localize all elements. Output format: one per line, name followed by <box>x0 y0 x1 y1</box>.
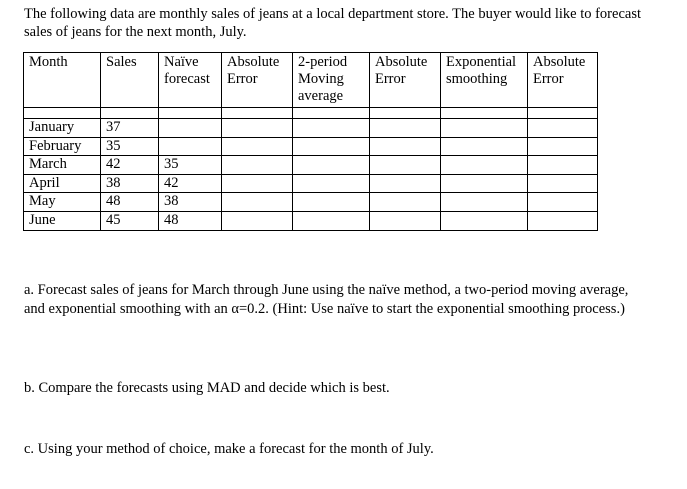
naive-cell: 35 <box>159 156 222 175</box>
table-header-row <box>24 53 598 108</box>
sales-cell: 45 <box>101 211 159 230</box>
empty-cell <box>441 137 528 156</box>
header-month: Month <box>24 53 101 108</box>
header-absolute-error-1: Absolute Error <box>222 53 293 108</box>
naive-cell <box>159 137 222 156</box>
empty-cell <box>441 174 528 193</box>
month-cell: June <box>24 211 101 230</box>
naive-cell: 48 <box>159 211 222 230</box>
month-cell: January <box>24 119 101 138</box>
sales-cell: 37 <box>101 119 159 138</box>
naive-cell: 38 <box>159 193 222 212</box>
empty-cell <box>528 119 598 138</box>
header-moving-average: 2-period Moving average <box>293 53 370 108</box>
empty-cell <box>222 174 293 193</box>
spacer-cell <box>293 108 370 119</box>
empty-cell <box>370 156 441 175</box>
header-absolute-error-2: Absolute Error <box>370 53 441 108</box>
empty-cell <box>222 156 293 175</box>
empty-cell <box>293 174 370 193</box>
question-b: b. Compare the forecasts using MAD and decide which is best. <box>24 380 390 396</box>
empty-cell <box>293 193 370 212</box>
header-exponential-smoothing: Exponential smoothing <box>441 53 528 108</box>
spacer-cell <box>159 108 222 119</box>
question-a: a. Forecast sales of jeans for March through June using the naïve method, a two-period moving average, and exponential smoothing with an α=0.2. (Hint: Use naïve to start the exponential smoothing process.) <box>24 282 629 317</box>
naive-cell <box>159 119 222 138</box>
empty-cell <box>293 137 370 156</box>
empty-cell <box>441 193 528 212</box>
empty-cell <box>370 211 441 230</box>
table-row <box>24 156 598 175</box>
spacer-cell <box>528 108 598 119</box>
table-row <box>24 193 598 212</box>
empty-cell <box>293 211 370 230</box>
month-cell: April <box>24 174 101 193</box>
empty-cell <box>293 119 370 138</box>
table-row <box>24 137 598 156</box>
header-absolute-error-3: Absolute Error <box>528 53 598 108</box>
naive-cell: 42 <box>159 174 222 193</box>
table-row <box>24 211 598 230</box>
empty-cell <box>370 193 441 212</box>
header-naive-forecast: Naïve forecast <box>159 53 222 108</box>
header-sales: Sales <box>101 53 159 108</box>
sales-table <box>23 52 598 231</box>
sales-cell: 35 <box>101 137 159 156</box>
empty-cell <box>528 211 598 230</box>
intro-paragraph: The following data are monthly sales of jeans at a local department store. The buyer would like to forecast sales of jeans for the next month, July. <box>24 6 641 40</box>
empty-cell <box>441 119 528 138</box>
spacer-cell <box>441 108 528 119</box>
sales-cell: 48 <box>101 193 159 212</box>
month-cell: March <box>24 156 101 175</box>
empty-cell <box>222 119 293 138</box>
sales-cell: 42 <box>101 156 159 175</box>
empty-cell <box>441 211 528 230</box>
table-spacer-row <box>24 108 598 119</box>
question-c: c. Using your method of choice, make a forecast for the month of July. <box>24 441 434 457</box>
spacer-cell <box>24 108 101 119</box>
sales-cell: 38 <box>101 174 159 193</box>
spacer-cell <box>101 108 159 119</box>
spacer-cell <box>222 108 293 119</box>
table-row <box>24 174 598 193</box>
empty-cell <box>370 137 441 156</box>
empty-cell <box>528 193 598 212</box>
empty-cell <box>370 119 441 138</box>
empty-cell <box>528 137 598 156</box>
month-cell: May <box>24 193 101 212</box>
empty-cell <box>528 174 598 193</box>
empty-cell <box>222 193 293 212</box>
spacer-cell <box>370 108 441 119</box>
empty-cell <box>370 174 441 193</box>
table-row <box>24 119 598 138</box>
empty-cell <box>441 156 528 175</box>
empty-cell <box>222 211 293 230</box>
empty-cell <box>528 156 598 175</box>
empty-cell <box>293 156 370 175</box>
empty-cell <box>222 137 293 156</box>
month-cell: February <box>24 137 101 156</box>
